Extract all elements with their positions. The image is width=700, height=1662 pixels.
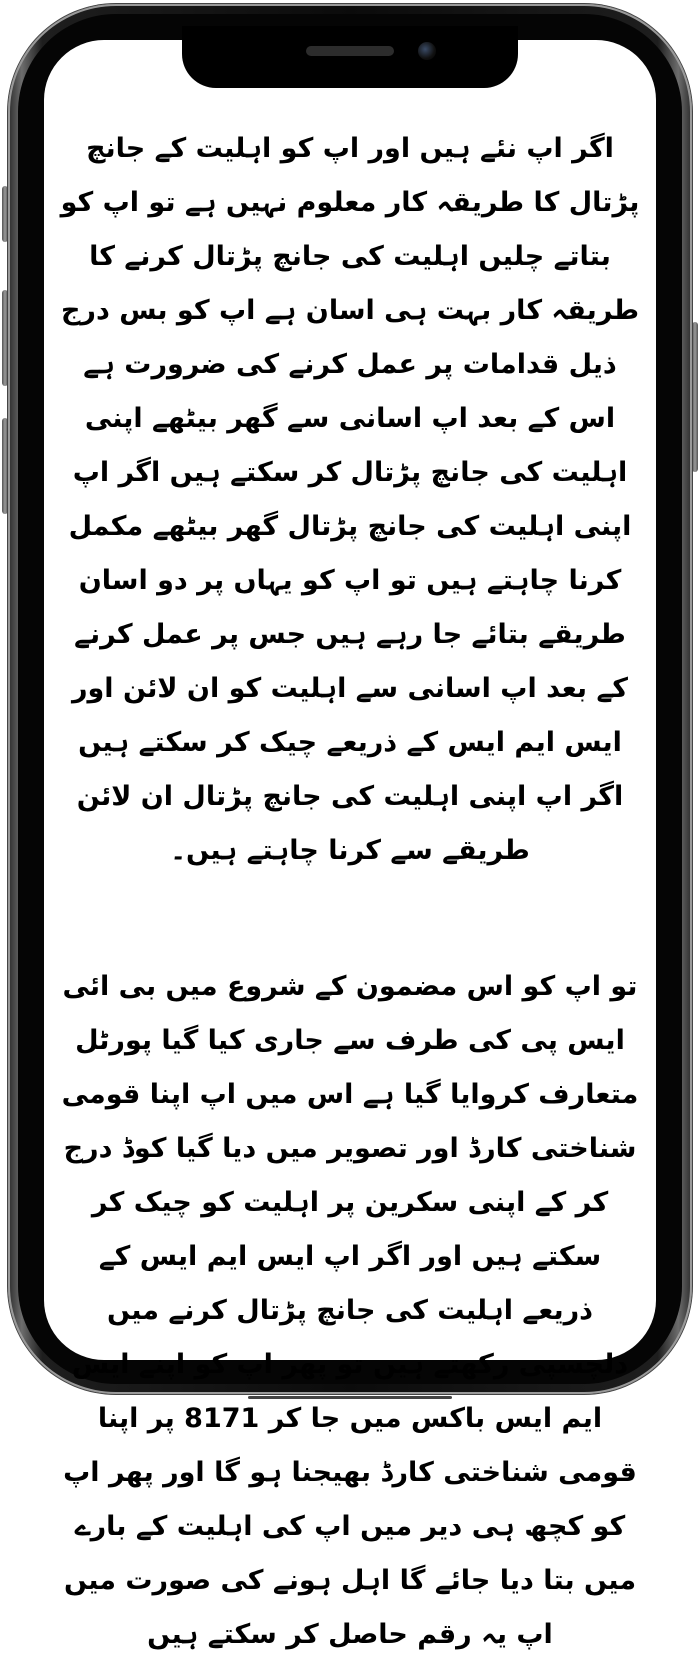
article-paragraph-2: تو اپ کو اس مضمون کے شروع میں بی ائی ایس پی کی طرف سے جاری کیا گیا پورٹل متعارف کروایا گیا ہے اس میں اپ اپنا قومی شناختی کارڈ اور تصویر میں دیا گیا کوڈ درج کر کے اپنی سکرین پر اہلیت کو چیک کر سکتے ہیں اور اگر اپ ایس ایم ایس کے ذریعے اہلیت کی جانچ پڑتال کرنے میں دلچسپی رکھتے ہیں تو پھر اپ کو اپنے ایس ایم ایس باکس میں جا کر 8171 پر اپنا قومی شناختی کارڈ بھیجنا ہو گا اور پھر اپ کو کچھ ہی دیر میں اپ کی اہلیت کے بارے میں بتا دیا جائے گا اہل ہونے کی صورت میں اپ یہ رقم حاصل کر سکتے ہیں	[61, 971, 639, 1650]
power-button	[692, 322, 698, 472]
speaker-grille	[306, 46, 394, 56]
article-body	[60, 122, 640, 1662]
home-indicator	[248, 1396, 452, 1399]
phone-notch	[182, 26, 518, 88]
phone-screen	[44, 40, 656, 1650]
article-paragraph-1: اگر اپ نئے ہیں اور اپ کو اہلیت کے جانچ پڑتال کا طریقہ کار معلوم نہیں ہے تو اپ کو بتاتے چلیں اہلیت کی جانچ پڑتال کرنے کا طریقہ کار بہت ہی اسان ہے اپ کو بس درج ذیل قدامات پر عمل کرنے کی ضرورت ہے اس کے بعد اپ اسانی سے گھر بیٹھے اپنی اہلیت کی جانچ پڑتال کر سکتے ہیں اگر اپ اپنی اہلیت کی جانچ پڑتال گھر بیٹھے مکمل کرنا چاہتے ہیں تو اپ کو یہاں پر دو اسان طریقے بتائے جا رہے ہیں جس پر عمل کرنے کے بعد اپ اسانی سے اہلیت کو ان لائن اور ایس ایم ایس کے ذریعے چیک کر سکتے ہیں اگر اپ اپنی اہلیت کی جانچ پڑتال ان لائن طریقے سے کرنا چاہتے ہیں۔	[60, 133, 640, 866]
front-camera-icon	[418, 42, 436, 60]
